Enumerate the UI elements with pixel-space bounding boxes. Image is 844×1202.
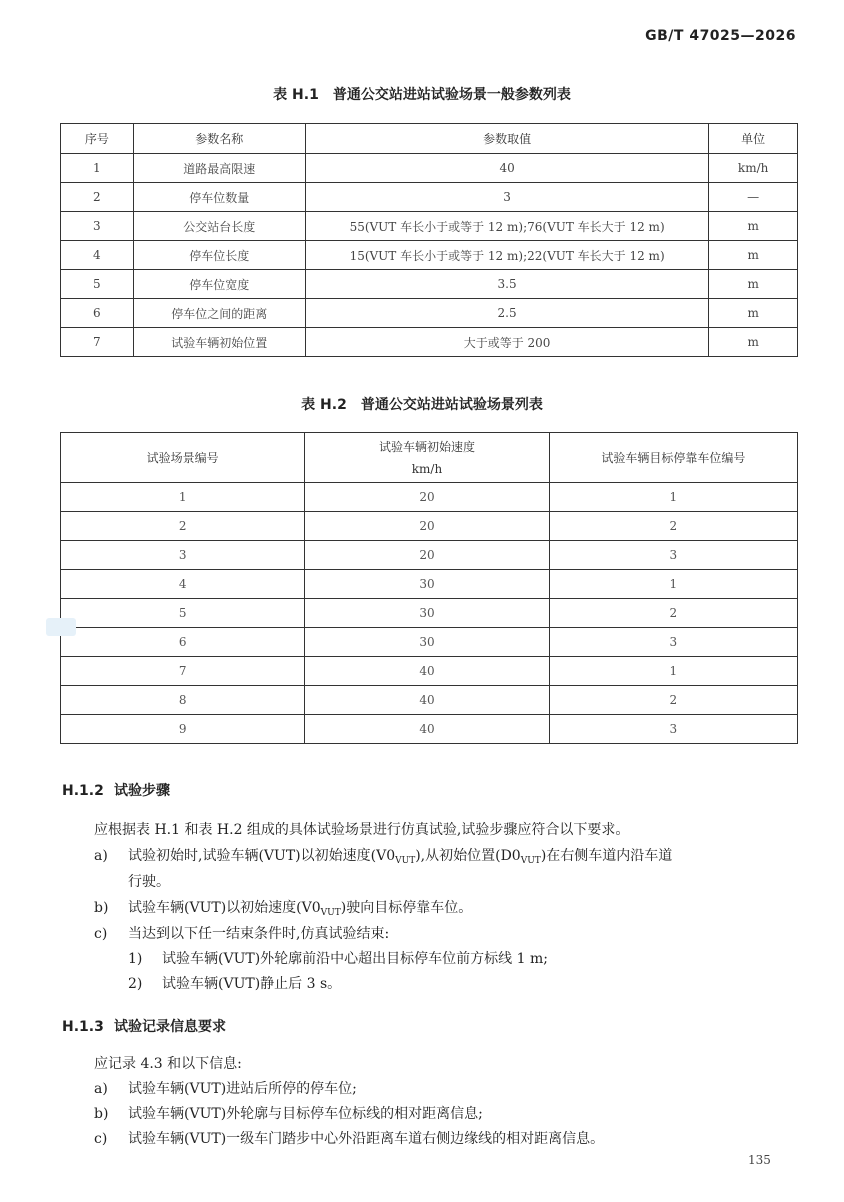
table-row	[61, 270, 798, 299]
list-marker: b)	[94, 900, 109, 916]
table-cell: 3	[61, 212, 134, 241]
list-marker: 2)	[128, 976, 143, 992]
section-h113-heading	[62, 1016, 226, 1036]
list-item: b) 试验车辆(VUT)外轮廓与目标停车位标线的相对距离信息;	[94, 1106, 483, 1122]
table-row	[61, 212, 798, 241]
table-row	[61, 483, 798, 512]
table-cell: 3.5	[305, 270, 708, 299]
table-cell: 30	[305, 570, 549, 599]
table-h1	[60, 123, 798, 357]
table-row	[61, 541, 798, 570]
header-speed-label: 试验车辆初始速度	[378, 439, 475, 454]
list-item: b) 试验车辆(VUT)以初始速度$(V0_{VUT})$驶向目标停靠车位。	[94, 900, 473, 918]
table-cell: 2.5	[305, 299, 708, 328]
table-cell: m	[709, 299, 798, 328]
table-cell: 8	[61, 686, 305, 715]
table-cell: 2	[549, 512, 797, 541]
table-row	[61, 241, 798, 270]
table-cell: 1	[61, 154, 134, 183]
table-cell: 2	[61, 183, 134, 212]
table-cell: 停车位长度	[133, 241, 305, 270]
table-cell: km/h	[709, 154, 798, 183]
table-row	[61, 328, 798, 357]
table-row	[61, 599, 798, 628]
table-cell: 7	[61, 328, 134, 357]
page-number: 135	[748, 1153, 771, 1167]
table-cell: 20	[305, 483, 549, 512]
table-cell: 3	[549, 628, 797, 657]
table-row	[61, 183, 798, 212]
table-cell: 40	[305, 154, 708, 183]
table-h1-header-cell: 参数名称	[133, 124, 305, 154]
table-h1-header-cell: 序号	[61, 124, 134, 154]
list-item-continuation: 行驶。	[128, 874, 170, 890]
table-cell: 40	[305, 715, 549, 744]
table-row	[61, 657, 798, 686]
table-cell: 20	[305, 512, 549, 541]
section-number: H.1.2	[62, 783, 104, 799]
section-number: H.1.3	[62, 1019, 104, 1035]
watermark-mark	[46, 618, 76, 636]
table-cell: 道路最高限速	[133, 154, 305, 183]
table-cell: 停车位之间的距离	[133, 299, 305, 328]
table-cell: 5	[61, 599, 305, 628]
sub-list-item: 1) 试验车辆(VUT)外轮廓前沿中心超出目标停车位前方标线 1 m;	[128, 951, 548, 967]
table-cell: 1	[549, 570, 797, 599]
table-row	[61, 686, 798, 715]
table-row	[61, 299, 798, 328]
table-cell: 4	[61, 570, 305, 599]
table-h2-header-cell: 试验场景编号	[61, 433, 305, 483]
table-cell: 1	[549, 657, 797, 686]
section-title: 试验步骤	[114, 783, 170, 799]
table-cell: m	[709, 241, 798, 270]
table-cell: m	[709, 328, 798, 357]
header-speed-unit: km/h	[411, 461, 443, 476]
table-cell: 5	[61, 270, 134, 299]
table-cell: —	[709, 183, 798, 212]
table-cell: 3	[549, 541, 797, 570]
table-cell: 40	[305, 686, 549, 715]
table-cell: 试验车辆初始位置	[133, 328, 305, 357]
table-h2-title: 表 H.2 普通公交站进站试验场景列表	[301, 397, 543, 413]
section-h112-heading	[62, 780, 170, 800]
table-cell: 2	[549, 599, 797, 628]
list-item: c) 当达到以下任一结束条件时,仿真试验结束:	[94, 926, 390, 942]
list-marker: b)	[94, 1106, 109, 1122]
table-cell: 7	[61, 657, 305, 686]
table-cell: 停车位宽度	[133, 270, 305, 299]
table-cell: 2	[61, 512, 305, 541]
standard-number: GB/T 47025—2026	[645, 28, 796, 44]
paragraph: 应根据表 H.1 和表 H.2 组成的具体试验场景进行仿真试验,试验步骤应符合以下要求。	[94, 822, 630, 838]
list-item: a) 试验初始时,试验车辆(VUT)以初始速度$(V0_{VUT})$,从初始位置$(D0_{VUT})$在右侧车道内沿车道	[94, 848, 673, 866]
section-title: 试验记录信息要求	[114, 1019, 226, 1035]
table-cell: m	[709, 270, 798, 299]
list-marker: c)	[94, 1131, 108, 1147]
table-cell: 20	[305, 541, 549, 570]
table-cell: 15(VUT 车长小于或等于 12 m);22(VUT 车长大于 12 m)	[305, 241, 708, 270]
table-cell: 3	[61, 541, 305, 570]
table-cell: 3	[305, 183, 708, 212]
table-cell: 4	[61, 241, 134, 270]
list-item: c) 试验车辆(VUT)一级车门踏步中心外沿距离车道右侧边缘线的相对距离信息。	[94, 1131, 605, 1147]
list-item: a) 试验车辆(VUT)进站后所停的停车位;	[94, 1081, 357, 1097]
table-row	[61, 628, 798, 657]
table-cell: 1	[549, 483, 797, 512]
table-cell: 6	[61, 299, 134, 328]
table-cell: 30	[305, 599, 549, 628]
table-cell: 6	[61, 628, 305, 657]
table-row	[61, 570, 798, 599]
table-cell: 公交站台长度	[133, 212, 305, 241]
table-h1-header-cell: 参数取值	[305, 124, 708, 154]
list-marker: a)	[94, 1081, 108, 1097]
table-cell: 40	[305, 657, 549, 686]
table-cell: 停车位数量	[133, 183, 305, 212]
table-cell: 1	[61, 483, 305, 512]
list-marker: a)	[94, 848, 108, 864]
table-row	[61, 715, 798, 744]
table-h1-header-cell: 单位	[709, 124, 798, 154]
table-cell: m	[709, 212, 798, 241]
paragraph: 应记录 4.3 和以下信息:	[94, 1056, 242, 1072]
table-cell: 9	[61, 715, 305, 744]
table-cell: 大于或等于 200	[305, 328, 708, 357]
table-row	[61, 512, 798, 541]
sub-list-item: 2) 试验车辆(VUT)静止后 3 s。	[128, 976, 342, 992]
table-h1-title: 表 H.1 普通公交站进站试验场景一般参数列表	[273, 87, 571, 103]
list-marker: 1)	[128, 951, 143, 967]
table-h2	[60, 432, 798, 744]
table-cell: 30	[305, 628, 549, 657]
table-cell: 2	[549, 686, 797, 715]
table-h2-header-cell	[305, 433, 549, 483]
table-row	[61, 154, 798, 183]
table-cell: 3	[549, 715, 797, 744]
table-cell: 55(VUT 车长小于或等于 12 m);76(VUT 车长大于 12 m)	[305, 212, 708, 241]
list-marker: c)	[94, 926, 108, 942]
table-h2-header-cell: 试验车辆目标停靠车位编号	[549, 433, 797, 483]
